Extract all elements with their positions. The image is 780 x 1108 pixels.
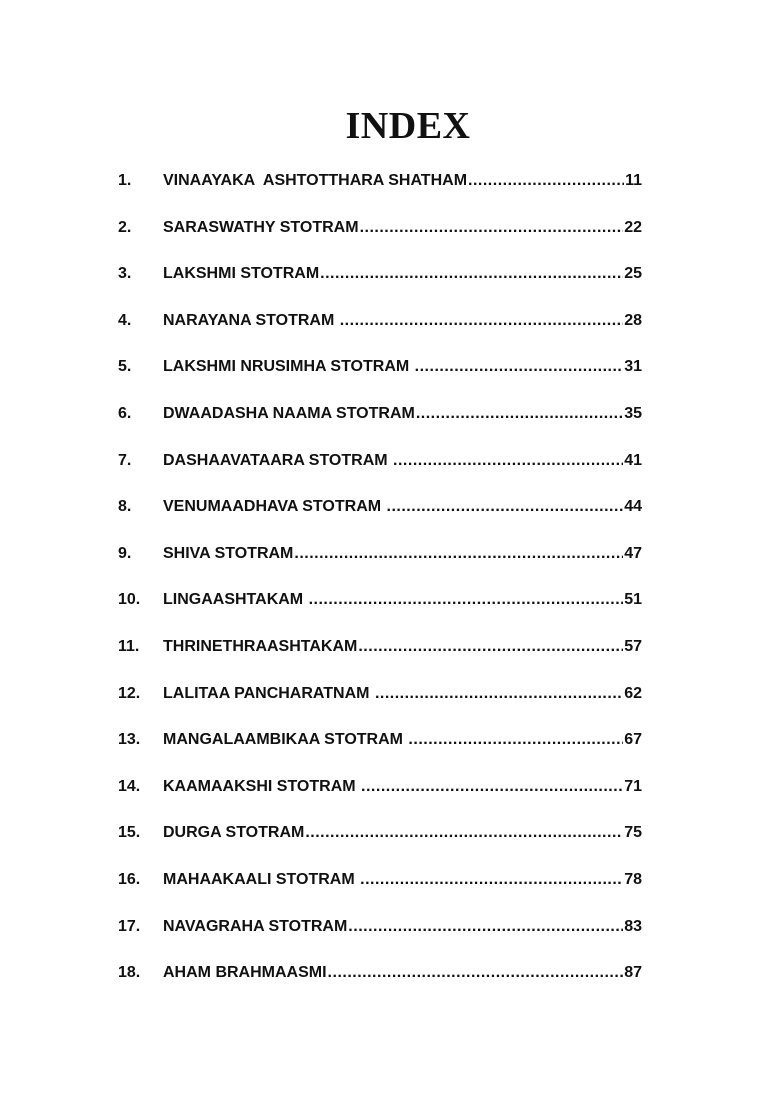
index-entry xyxy=(118,452,642,499)
entry-number: 10. xyxy=(118,591,141,609)
entry-title: DWAADASHA NAAMA STOTRAM xyxy=(163,404,415,422)
dot-leader xyxy=(468,172,624,190)
entry-number: 17. xyxy=(118,917,141,935)
index-entry xyxy=(118,918,642,965)
dot-leader xyxy=(375,685,623,703)
entry-page-number: 62 xyxy=(624,684,642,702)
dot-leader xyxy=(348,918,623,936)
index-entry xyxy=(118,685,642,732)
entry-title: SARASWATHY STOTRAM xyxy=(163,218,359,236)
entry-page-number: 57 xyxy=(624,637,642,655)
entry-title: VINAAYAKA ASHTOTTHARA SHATHAM xyxy=(163,172,468,189)
index-entry xyxy=(118,312,642,359)
entry-number: 5. xyxy=(118,358,132,376)
entry-title: LAKSHMI STOTRAM xyxy=(163,265,320,283)
entry-title: NAVAGRAHA STOTRAM xyxy=(163,917,348,935)
index-list xyxy=(118,172,642,1011)
dot-leader xyxy=(360,219,624,237)
index-entry xyxy=(118,265,642,312)
index-entry xyxy=(118,871,642,918)
entry-page-number: 35 xyxy=(624,404,642,422)
entry-page-number: 78 xyxy=(624,870,642,888)
entry-number: 13. xyxy=(118,731,141,749)
entry-number: 15. xyxy=(118,824,141,842)
entry-title: AHAM BRAHMAASMI xyxy=(163,964,327,982)
entry-page-number: 67 xyxy=(624,731,642,749)
index-entry xyxy=(118,172,642,219)
dot-leader xyxy=(309,591,624,609)
index-entry xyxy=(118,498,642,545)
entry-number: 9. xyxy=(118,544,132,562)
entry-page-number: 25 xyxy=(624,265,642,283)
entry-number: 8. xyxy=(118,498,132,516)
entry-page-number: 83 xyxy=(624,917,642,935)
entry-page-number: 87 xyxy=(624,964,642,982)
index-entry xyxy=(118,731,642,778)
entry-number: 16. xyxy=(118,870,141,888)
entry-number: 3. xyxy=(118,265,132,283)
index-entry xyxy=(118,591,642,638)
entry-number: 18. xyxy=(118,964,141,982)
entry-page-number: 71 xyxy=(624,777,642,795)
index-entry xyxy=(118,358,642,405)
entry-title: MANGALAAMBIKAA STOTRAM xyxy=(163,731,408,749)
dot-leader xyxy=(320,265,623,283)
entry-page-number: 75 xyxy=(624,824,642,842)
entry-page-number: 47 xyxy=(624,544,642,562)
entry-page-number: 28 xyxy=(624,311,642,329)
dot-leader xyxy=(360,871,623,889)
index-entry xyxy=(118,638,642,685)
entry-page-number: 51 xyxy=(624,591,642,609)
dot-leader xyxy=(328,964,624,982)
entry-page-number: 31 xyxy=(624,358,642,376)
index-entry xyxy=(118,545,642,592)
entry-page-number: 11 xyxy=(625,172,642,189)
dot-leader xyxy=(340,312,623,330)
entry-title: LINGAASHTAKAM xyxy=(163,591,308,609)
entry-title: LALITAA PANCHARATNAM xyxy=(163,684,374,702)
entry-number: 2. xyxy=(118,218,132,236)
entry-page-number: 22 xyxy=(624,218,642,236)
dot-leader xyxy=(387,498,624,516)
dot-leader xyxy=(393,452,623,470)
entry-number: 11. xyxy=(118,637,140,655)
dot-leader xyxy=(294,545,623,563)
index-entry xyxy=(118,824,642,871)
index-entry xyxy=(118,405,642,452)
dot-leader xyxy=(361,778,623,796)
dot-leader xyxy=(305,824,623,842)
entry-page-number: 44 xyxy=(624,498,642,516)
entry-number: 14. xyxy=(118,777,141,795)
entry-title: VENUMAADHAVA STOTRAM xyxy=(163,498,386,516)
entry-title: MAHAAKAALI STOTRAM xyxy=(163,870,360,888)
entry-title: SHIVA STOTRAM xyxy=(163,544,294,562)
entry-title: KAAMAAKSHI STOTRAM xyxy=(163,777,361,795)
dot-leader xyxy=(415,358,624,376)
entry-number: 4. xyxy=(118,311,132,329)
entry-title: NARAYANA STOTRAM xyxy=(163,311,339,329)
index-entry xyxy=(118,964,642,1011)
index-entry xyxy=(118,778,642,825)
entry-number: 6. xyxy=(118,404,132,422)
index-entry xyxy=(118,219,642,266)
entry-title: THRINETHRAASHTAKAM xyxy=(163,637,358,655)
page-title: INDEX xyxy=(345,105,471,147)
entry-number: 7. xyxy=(118,451,132,469)
dot-leader xyxy=(416,405,623,423)
entry-title: DASHAAVATAARA STOTRAM xyxy=(163,451,393,469)
entry-page-number: 41 xyxy=(624,451,642,469)
dot-leader xyxy=(358,638,623,656)
entry-number: 12. xyxy=(118,684,141,702)
entry-title: LAKSHMI NRUSIMHA STOTRAM xyxy=(163,358,414,376)
entry-title: DURGA STOTRAM xyxy=(163,824,305,842)
dot-leader xyxy=(408,731,623,749)
entry-number: 1. xyxy=(118,172,132,189)
